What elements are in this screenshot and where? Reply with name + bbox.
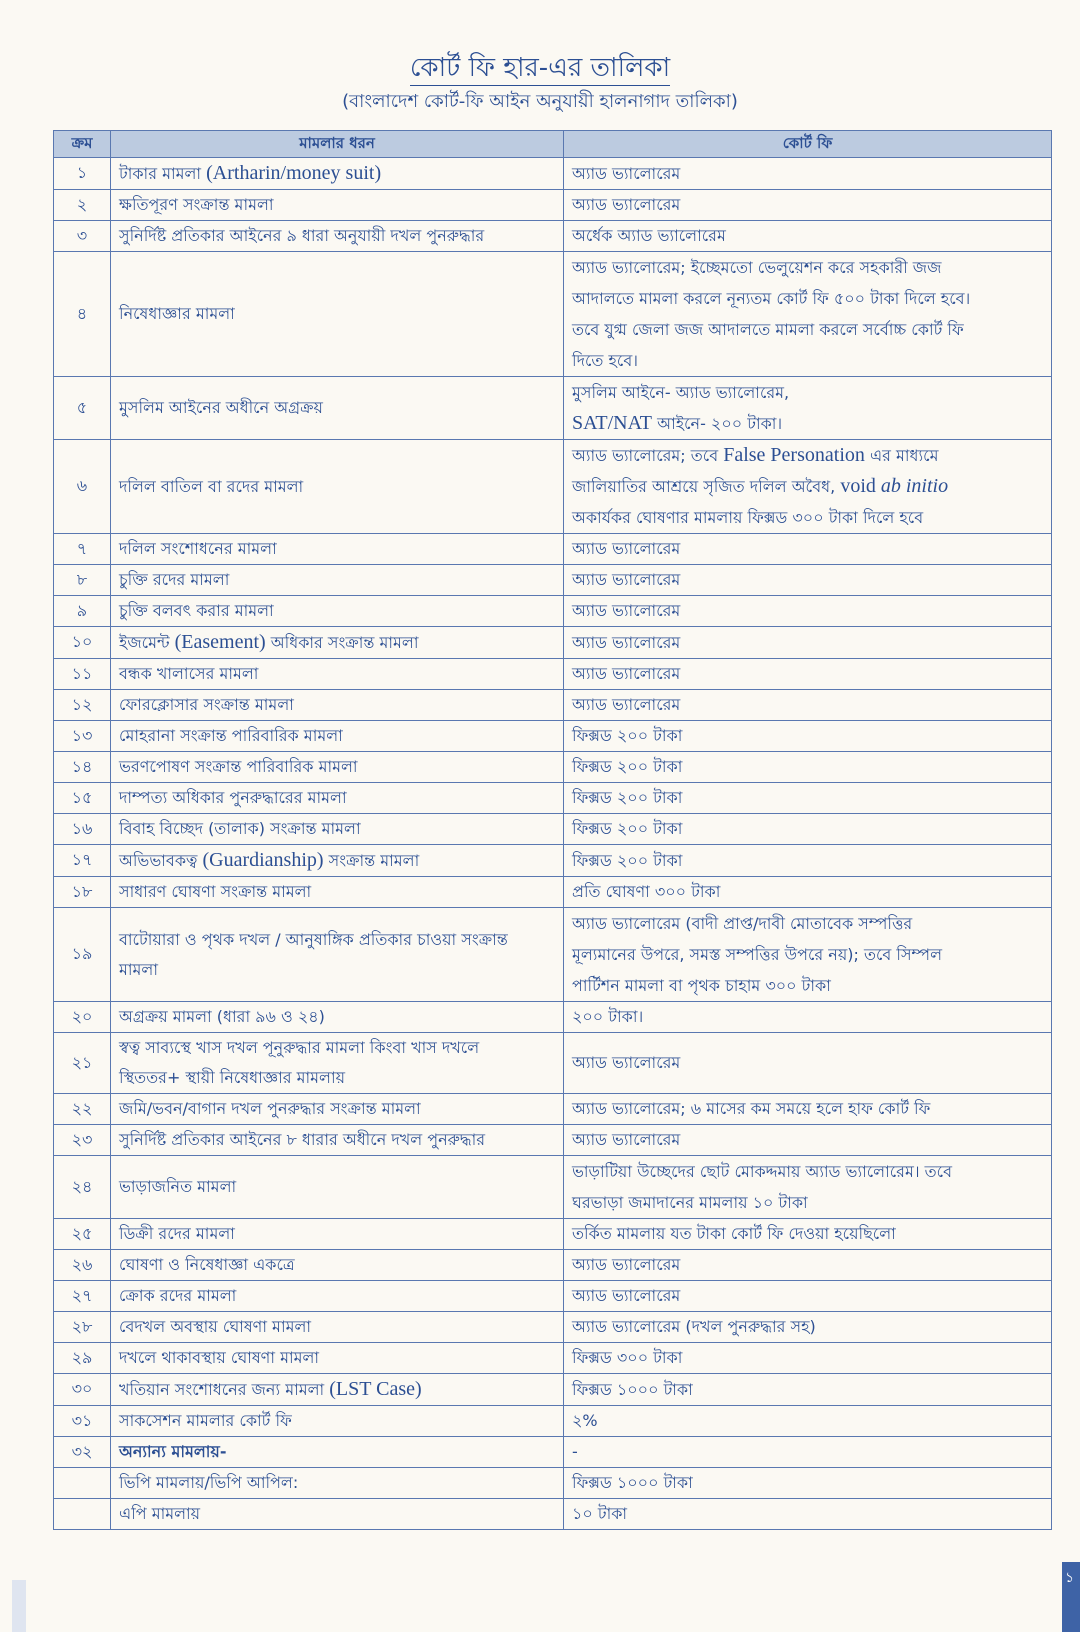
case-type-cell: ঘোষণা ও নিষেধাজ্ঞা একত্রে bbox=[111, 1250, 564, 1281]
table-row bbox=[54, 1219, 1052, 1250]
serial-cell: ২৫ bbox=[54, 1219, 111, 1250]
serial-cell: ২৪ bbox=[54, 1156, 111, 1219]
fee-latin: void bbox=[840, 475, 881, 497]
case-type-cell bbox=[111, 1374, 564, 1406]
table-row bbox=[54, 1499, 1052, 1530]
case-type-cell: দখলে থাকাবস্থায় ঘোষণা মামলা bbox=[111, 1343, 564, 1374]
serial-cell: ১২ bbox=[54, 690, 111, 721]
court-fee-cell: অ্যাড ভ্যালোরেম bbox=[564, 596, 1052, 627]
case-type-cell: ডিক্রী রদের মামলা bbox=[111, 1219, 564, 1250]
case-type-cell: ভাড়াজনিত মামলা bbox=[111, 1156, 564, 1219]
fee-line: আদালতে মামলা করলে নূন্যতম কোর্ট ফি ৫০০ টাকা দিলে হবে। bbox=[572, 289, 971, 308]
serial-cell: ২ bbox=[54, 190, 111, 221]
case-type-cell: চুক্তি রদের মামলা bbox=[111, 565, 564, 596]
table-row bbox=[54, 1156, 1052, 1219]
court-fee-cell bbox=[564, 252, 1052, 377]
table-row bbox=[54, 158, 1052, 190]
fee-line: ভাড়াটিয়া উচ্ছেদের ছোট মোকদ্দমায় অ্যাড ভ্যালোরেম। তবে bbox=[572, 1162, 952, 1181]
case-type-cell: দলিল বাতিল বা রদের মামলা bbox=[111, 440, 564, 534]
court-fee-cell: অ্যাড ভ্যালোরেম bbox=[564, 659, 1052, 690]
header-case-type: মামলার ধরন bbox=[111, 131, 564, 158]
court-fee-cell: অ্যাড ভ্যালোরেম bbox=[564, 690, 1052, 721]
court-fee-cell: ফিক্সড ৩০০ টাকা bbox=[564, 1343, 1052, 1374]
case-type-latin: (LST Case) bbox=[329, 1378, 422, 1400]
court-fee-cell: অ্যাড ভ্যালোরেম (দখল পুনরুদ্ধার সহ) bbox=[564, 1312, 1052, 1343]
court-fee-cell: প্রতি ঘোষণা ৩০০ টাকা bbox=[564, 877, 1052, 908]
serial-cell: ২৭ bbox=[54, 1281, 111, 1312]
header-court-fee: কোর্ট ফি bbox=[564, 131, 1052, 158]
serial-cell: ১৫ bbox=[54, 783, 111, 814]
table-row bbox=[54, 659, 1052, 690]
case-type-cell: ফোরক্লোসার সংক্রান্ত মামলা bbox=[111, 690, 564, 721]
fee-line: অকার্যকর ঘোষণার মামলায় ফিক্সড ৩০০ টাকা দিলে হবে bbox=[572, 508, 924, 527]
case-type-cell: এপি মামলায় bbox=[111, 1499, 564, 1530]
court-fee-cell: অ্যাড ভ্যালোরেম; ৬ মাসের কম সময়ে হলে হাফ কোর্ট ফি bbox=[564, 1094, 1052, 1125]
case-type-cell: বেদখল অবস্থায় ঘোষণা মামলা bbox=[111, 1312, 564, 1343]
fee-line: মুসলিম আইনে- অ্যাড ভ্যালোরেম, bbox=[572, 383, 790, 402]
case-type-line: স্থিততর+ স্থায়ী নিষেধাজ্ঞার মামলায় bbox=[119, 1068, 346, 1087]
case-type-cell: বন্ধক খালাসের মামলা bbox=[111, 659, 564, 690]
fee-text: অ্যাড ভ্যালোরেম; তবে bbox=[572, 446, 724, 465]
court-fee-cell: ফিক্সড ২০০ টাকা bbox=[564, 814, 1052, 845]
table-row bbox=[54, 252, 1052, 377]
table-row bbox=[54, 1094, 1052, 1125]
table-row bbox=[54, 845, 1052, 877]
serial-cell bbox=[54, 1468, 111, 1499]
serial-cell: ২৬ bbox=[54, 1250, 111, 1281]
table-row bbox=[54, 534, 1052, 565]
serial-cell: ২০ bbox=[54, 1002, 111, 1033]
left-margin-mark bbox=[12, 1580, 26, 1632]
court-fee-table bbox=[53, 130, 1052, 1530]
table-row bbox=[54, 377, 1052, 440]
court-fee-cell: ফিক্সড ১০০০ টাকা bbox=[564, 1468, 1052, 1499]
table-row bbox=[54, 877, 1052, 908]
case-type-cell: মুসলিম আইনের অধীনে অগ্রক্রয় bbox=[111, 377, 564, 440]
case-type-cell: ভরণপোষণ সংক্রান্ত পারিবারিক মামলা bbox=[111, 752, 564, 783]
fee-line: মূল্যমানের উপরে, সমস্ত সম্পত্তির উপরে নয়); তবে সিম্পল bbox=[572, 945, 942, 964]
case-type-line: স্বত্ব সাব্যস্থে খাস দখল পূনুরুদ্ধার মামলা কিংবা খাস দখলে bbox=[119, 1038, 480, 1057]
table-row bbox=[54, 908, 1052, 1002]
serial-cell: ৪ bbox=[54, 252, 111, 377]
table-row bbox=[54, 752, 1052, 783]
serial-cell: ১৪ bbox=[54, 752, 111, 783]
serial-cell: ২১ bbox=[54, 1033, 111, 1094]
court-fee-cell bbox=[564, 1156, 1052, 1219]
court-fee-cell: ফিক্সড ২০০ টাকা bbox=[564, 783, 1052, 814]
table-row bbox=[54, 814, 1052, 845]
court-fee-cell: অ্যাড ভ্যালোরেম bbox=[564, 565, 1052, 596]
serial-cell: ১৯ bbox=[54, 908, 111, 1002]
serial-cell: ১৩ bbox=[54, 721, 111, 752]
court-fee-cell: অ্যাড ভ্যালোরেম bbox=[564, 1281, 1052, 1312]
serial-cell: ১৮ bbox=[54, 877, 111, 908]
case-type-cell: সুনির্দিষ্ট প্রতিকার আইনের ৮ ধারার অধীনে দখল পুনরুদ্ধার bbox=[111, 1125, 564, 1156]
serial-cell: ৭ bbox=[54, 534, 111, 565]
fee-latin: False Personation bbox=[723, 444, 865, 466]
fee-line: পার্টিশন মামলা বা পৃথক চাহাম ৩০০ টাকা bbox=[572, 976, 831, 995]
case-type-cell bbox=[111, 158, 564, 190]
serial-cell: ১ bbox=[54, 158, 111, 190]
page-title-text: কোর্ট ফি হার-এর তালিকা bbox=[410, 53, 670, 86]
court-fee-cell: ফিক্সড ১০০০ টাকা bbox=[564, 1374, 1052, 1406]
table-row bbox=[54, 1312, 1052, 1343]
case-type-cell: মোহরানা সংক্রান্ত পারিবারিক মামলা bbox=[111, 721, 564, 752]
fee-line: ঘরভাড়া জমাদানের মামলায় ১০ টাকা bbox=[572, 1193, 808, 1212]
case-type-cell: ক্রোক রদের মামলা bbox=[111, 1281, 564, 1312]
serial-cell: ৩২ bbox=[54, 1437, 111, 1468]
case-type-latin: (Guardianship) bbox=[202, 849, 324, 871]
court-fee-cell: - bbox=[564, 1437, 1052, 1468]
serial-cell: ১০ bbox=[54, 627, 111, 659]
fee-line bbox=[572, 471, 1043, 502]
fee-text: এর মাধ্যমে bbox=[864, 446, 939, 465]
table-row bbox=[54, 1281, 1052, 1312]
table-row bbox=[54, 627, 1052, 659]
case-type-latin: (Artharin/money suit) bbox=[206, 162, 382, 184]
case-type-cell: সাধারণ ঘোষণা সংক্রান্ত মামলা bbox=[111, 877, 564, 908]
case-type-latin: (Easement) bbox=[174, 631, 266, 653]
serial-cell: ৩ bbox=[54, 221, 111, 252]
table-row bbox=[54, 1468, 1052, 1499]
table-row bbox=[54, 1343, 1052, 1374]
serial-cell: ৫ bbox=[54, 377, 111, 440]
court-fee-cell: অ্যাড ভ্যালোরেম bbox=[564, 627, 1052, 659]
table-row bbox=[54, 596, 1052, 627]
table-header-row bbox=[54, 131, 1052, 158]
case-type-text: অধিকার সংক্রান্ত মামলা bbox=[265, 633, 419, 652]
table-row bbox=[54, 721, 1052, 752]
case-type-cell: সাকসেশন মামলার কোর্ট ফি bbox=[111, 1406, 564, 1437]
court-fee-cell: ২০০ টাকা। bbox=[564, 1002, 1052, 1033]
fee-line: অ্যাড ভ্যালোরেম; ইচ্ছেমতো ভেলুয়েশন করে সহকারী জজ bbox=[572, 258, 942, 277]
table-row bbox=[54, 1406, 1052, 1437]
case-type-text: অভিভাবকত্ব bbox=[119, 851, 203, 870]
table-row bbox=[54, 190, 1052, 221]
court-fee-cell: অ্যাড ভ্যালোরেম bbox=[564, 1033, 1052, 1094]
court-fee-cell: অ্যাড ভ্যালোরেম bbox=[564, 158, 1052, 190]
table-row bbox=[54, 440, 1052, 534]
case-type-cell: ক্ষতিপূরণ সংক্রান্ত মামলা bbox=[111, 190, 564, 221]
table-row bbox=[54, 565, 1052, 596]
case-type-cell: সুনির্দিষ্ট প্রতিকার আইনের ৯ ধারা অনুযায়ী দখল পুনরুদ্ধার bbox=[111, 221, 564, 252]
case-type-cell: ভিপি মামলায়/ভিপি আপিল: bbox=[111, 1468, 564, 1499]
serial-cell: ৩০ bbox=[54, 1374, 111, 1406]
serial-cell: ২২ bbox=[54, 1094, 111, 1125]
court-fee-cell: ফিক্সড ২০০ টাকা bbox=[564, 845, 1052, 877]
fee-line: তবে যুগ্ম জেলা জজ আদালতে মামলা করলে সর্বোচ্চ কোর্ট ফি bbox=[572, 320, 964, 339]
table-row bbox=[54, 221, 1052, 252]
court-fee-cell bbox=[564, 440, 1052, 534]
court-fee-cell: ২% bbox=[564, 1406, 1052, 1437]
court-fee-cell: ১০ টাকা bbox=[564, 1499, 1052, 1530]
fee-line: দিতে হবে। bbox=[572, 351, 638, 370]
court-fee-cell: ফিক্সড ২০০ টাকা bbox=[564, 721, 1052, 752]
court-fee-cell: তর্কিত মামলায় যত টাকা কোর্ট ফি দেওয়া হয়েছিলো bbox=[564, 1219, 1052, 1250]
case-type-text: সংক্রান্ত মামলা bbox=[323, 851, 420, 870]
fee-text: জালিয়াতির আশ্রয়ে সৃজিত দলিল অবৈধ, bbox=[572, 477, 841, 496]
table-row bbox=[54, 1033, 1052, 1094]
fee-latin: SAT/NAT bbox=[572, 412, 653, 434]
court-fee-cell: অ্যাড ভ্যালোরেম bbox=[564, 1250, 1052, 1281]
fee-line bbox=[572, 440, 1043, 471]
serial-cell: ১১ bbox=[54, 659, 111, 690]
case-type-cell bbox=[111, 845, 564, 877]
case-type-text: টাকার মামলা bbox=[119, 164, 207, 183]
court-fee-cell bbox=[564, 908, 1052, 1002]
case-type-cell: অন্যান্য মামলায়- bbox=[111, 1437, 564, 1468]
table-row bbox=[54, 783, 1052, 814]
header-serial: ক্রম bbox=[54, 131, 111, 158]
serial-cell: ১৭ bbox=[54, 845, 111, 877]
case-type-text: ইজমেন্ট bbox=[119, 633, 175, 652]
table-row bbox=[54, 1374, 1052, 1406]
serial-cell: ৮ bbox=[54, 565, 111, 596]
case-type-line: মামলা bbox=[119, 959, 158, 979]
serial-cell bbox=[54, 1499, 111, 1530]
court-fee-cell: অ্যাড ভ্যালোরেম bbox=[564, 1125, 1052, 1156]
serial-cell: ১৬ bbox=[54, 814, 111, 845]
page-number-tab: ১ bbox=[1062, 1562, 1080, 1632]
serial-cell: ২৩ bbox=[54, 1125, 111, 1156]
serial-cell: ৩১ bbox=[54, 1406, 111, 1437]
court-fee-cell: অ্যাড ভ্যালোরেম bbox=[564, 534, 1052, 565]
serial-cell: ৯ bbox=[54, 596, 111, 627]
fee-line: অ্যাড ভ্যালোরেম (বাদী প্রাপ্ত/দাবী মোতাবেক সম্পত্তির bbox=[572, 914, 913, 933]
case-type-cell: নিষেধাজ্ঞার মামলা bbox=[111, 252, 564, 377]
fee-line bbox=[572, 408, 1043, 439]
table-row bbox=[54, 1250, 1052, 1281]
court-fee-cell: অর্ধেক অ্যাড ভ্যালোরেম bbox=[564, 221, 1052, 252]
serial-cell: ২৮ bbox=[54, 1312, 111, 1343]
serial-cell: ৬ bbox=[54, 440, 111, 534]
fee-text: আইনে- ২০০ টাকা। bbox=[652, 414, 783, 433]
case-type-cell bbox=[111, 627, 564, 659]
case-type-cell: দাম্পত্য অধিকার পুনরুদ্ধারের মামলা bbox=[111, 783, 564, 814]
page-subtitle: (বাংলাদেশ কোর্ট-ফি আইন অনুযায়ী হালনাগাদ তালিকা) bbox=[342, 91, 738, 112]
case-type-line: বাটোয়ারা ও পৃথক দখল / আনুষাঙ্গিক প্রতিকার চাওয়া সংক্রান্ত bbox=[119, 929, 508, 949]
case-type-text: খতিয়ান সংশোধনের জন্য মামলা bbox=[119, 1380, 330, 1399]
table-row bbox=[54, 1002, 1052, 1033]
court-fee-cell: ফিক্সড ২০০ টাকা bbox=[564, 752, 1052, 783]
table-row bbox=[54, 690, 1052, 721]
page-title bbox=[0, 50, 1080, 86]
table-row bbox=[54, 1437, 1052, 1468]
court-fee-cell: অ্যাড ভ্যালোরেম bbox=[564, 190, 1052, 221]
serial-cell: ২৯ bbox=[54, 1343, 111, 1374]
case-type-cell: দলিল সংশোধনের মামলা bbox=[111, 534, 564, 565]
case-type-cell: বিবাহ বিচ্ছেদ (তালাক) সংক্রান্ত মামলা bbox=[111, 814, 564, 845]
case-type-cell bbox=[111, 908, 564, 1002]
case-type-cell: জমি/ভবন/বাগান দখল পুনরুদ্ধার সংক্রান্ত মামলা bbox=[111, 1094, 564, 1125]
case-type-cell: অগ্রক্রয় মামলা (ধারা ৯৬ ও ২৪) bbox=[111, 1002, 564, 1033]
case-type-cell: চুক্তি বলবৎ করার মামলা bbox=[111, 596, 564, 627]
table-row bbox=[54, 1125, 1052, 1156]
court-fee-cell bbox=[564, 377, 1052, 440]
fee-latin-italic: ab initio bbox=[880, 475, 949, 497]
case-type-cell bbox=[111, 1033, 564, 1094]
